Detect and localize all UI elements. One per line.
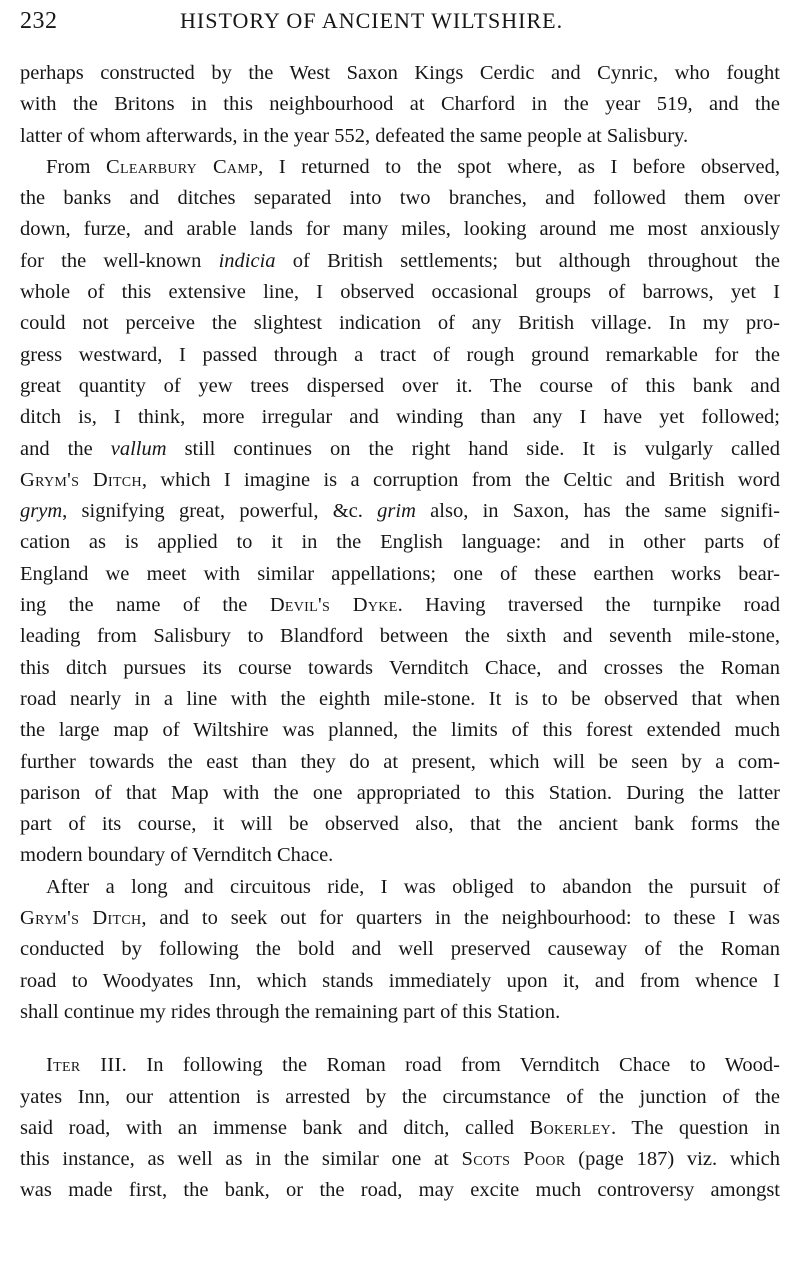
text-line [20,434,780,465]
small-caps-term: Bokerley [529,1116,612,1139]
text-run: parison of that Map with the one appropriated to this Station. During the latter [20,781,780,804]
paragraph [20,152,780,872]
text-line [20,590,780,621]
text-run: ing the name of the [20,594,270,617]
text-run: road nearly in a line with the eighth mile-stone. It is to be observed that when [20,687,780,710]
text-run: further towards the east than they do at present, which will be seen by a com- [20,750,780,773]
text-run: , signifying great, powerful, &c. [62,500,378,523]
paragraph [20,1050,780,1206]
paragraph [20,872,780,1028]
italic-term: vallum [110,437,167,460]
text-line [20,371,780,402]
text-run: for the well-known [20,249,219,272]
text-line [20,934,780,965]
text-line [20,997,780,1028]
text-run: , which I imagine is a corruption from the Celtic and British word [141,468,780,491]
text-line [20,183,780,214]
text-run: modern boundary of Vernditch Chace. [20,844,334,867]
text-line [20,840,780,871]
page-number: 232 [20,8,58,34]
text-run: could not perceive the slightest indication of any British village. In my pro- [20,312,780,335]
text-line [20,121,780,152]
text-line [20,1050,780,1081]
text-run: and the [20,437,111,460]
text-line [20,1175,780,1206]
paragraph [20,58,780,152]
text-line [20,152,780,183]
text-line [20,496,780,527]
text-run: road to Woodyates Inn, which stands immediately upon it, and from whence I [20,969,780,992]
text-run: shall continue my rides through the remaining part of this Station. [20,1000,561,1023]
text-run: cation as is applied to it in the English language: and in other parts of [20,531,780,554]
text-line [20,89,780,120]
text-line [20,214,780,245]
text-line [20,465,780,496]
text-line [20,58,780,89]
text-run: In following the Roman road from Vernditch Chace to Wood- [127,1054,780,1077]
text-line [20,872,780,903]
text-line [20,402,780,433]
text-line [20,653,780,684]
small-caps-term: Scots Poor [461,1148,566,1171]
text-line [20,1144,780,1175]
text-run: still continues on the right hand side. It is vulgarly called [166,437,780,460]
text-run: down, furze, and arable lands for many miles, looking around me most anxiously [20,218,780,241]
text-run: After a long and circuitous ride, I was obliged to abandon the pursuit of [46,875,780,898]
text-line [20,1082,780,1113]
text-line [20,1113,780,1144]
small-caps-term: Grym's Ditch [20,907,142,930]
text-line [20,308,780,339]
text-run: said road, with an immense bank and ditch, called [20,1116,530,1139]
text-run: leading from Salisbury to Blandford between the sixth and seventh mile-stone, [20,625,780,648]
text-run: England we meet with similar appellations; one of these earthen works bear- [20,562,780,585]
italic-term: indicia [218,249,276,272]
text-run: perhaps constructed by the West Saxon Kings Cerdic and Cynric, who fought [20,62,780,84]
text-run: gress westward, I passed through a tract of rough ground remarkable for the [20,343,780,366]
text-run: the banks and ditches separated into two branches, and followed them over [20,187,780,210]
text-line [20,621,780,652]
text-line [20,277,780,308]
text-run: (page 187) viz. which [565,1148,780,1171]
text-run: ditch is, I think, more irregular and winding than any I have yet followed; [20,406,780,429]
small-caps-term: Iter III. [46,1054,127,1077]
italic-term: grim [377,500,416,523]
page-header [20,8,780,38]
text-line [20,966,780,997]
text-line [20,715,780,746]
text-line [20,340,780,371]
text-run: this ditch pursues its course towards Vernditch Chace, and crosses the Roman [20,656,780,679]
text-line [20,684,780,715]
text-line [20,527,780,558]
text-line [20,809,780,840]
text-run: was made first, the bank, or the road, may excite much controversy amongst [20,1179,780,1202]
text-run: conducted by following the bold and well preserved causeway of the Roman [20,938,780,961]
text-run: the large map of Wiltshire was planned, the limits of this forest extended much [20,719,780,742]
running-title: HISTORY OF ANCIENT WILTSHIRE. [180,8,564,33]
text-run: great quantity of yew trees dispersed over it. The course of this bank and [20,374,780,397]
text-line [20,246,780,277]
text-run: , I returned to the spot where, as I before observed, [258,155,780,178]
text-run: also, in Saxon, has the same signifi- [415,500,780,523]
text-line [20,747,780,778]
text-run: of British settlements; but although throughout the [275,249,781,272]
small-caps-term: Grym's Ditch [20,468,142,491]
text-run: part of its course, it will be observed also, that the ancient bank forms the [20,813,780,836]
text-run: . The question in [611,1116,780,1139]
text-run: From [46,155,107,178]
text-run: with the Britons in this neighbourhood at Charford in the year 519, and the [20,93,780,116]
text-run: this instance, as well as in the similar one at [20,1148,462,1171]
text-line [20,559,780,590]
text-line [20,778,780,809]
text-run: , and to seek out for quarters in the neighbourhood: to these I was [141,907,780,930]
text-run: . Having traversed the turnpike road [397,594,780,617]
text-run: latter of whom afterwards, in the year 552, defeated the same people at Salisbury. [20,124,689,147]
text-run: yates Inn, our attention is arrested by the circumstance of the junction of the [20,1085,780,1108]
small-caps-term: Devil's Dyke [269,594,398,617]
paragraph-gap [20,1028,780,1050]
small-caps-term: Clearbury Camp [106,155,259,178]
italic-term: grym [20,500,63,523]
body-text [20,58,780,1207]
text-line [20,903,780,934]
text-run: whole of this extensive line, I observed occasional groups of barrows, yet I [20,281,780,304]
